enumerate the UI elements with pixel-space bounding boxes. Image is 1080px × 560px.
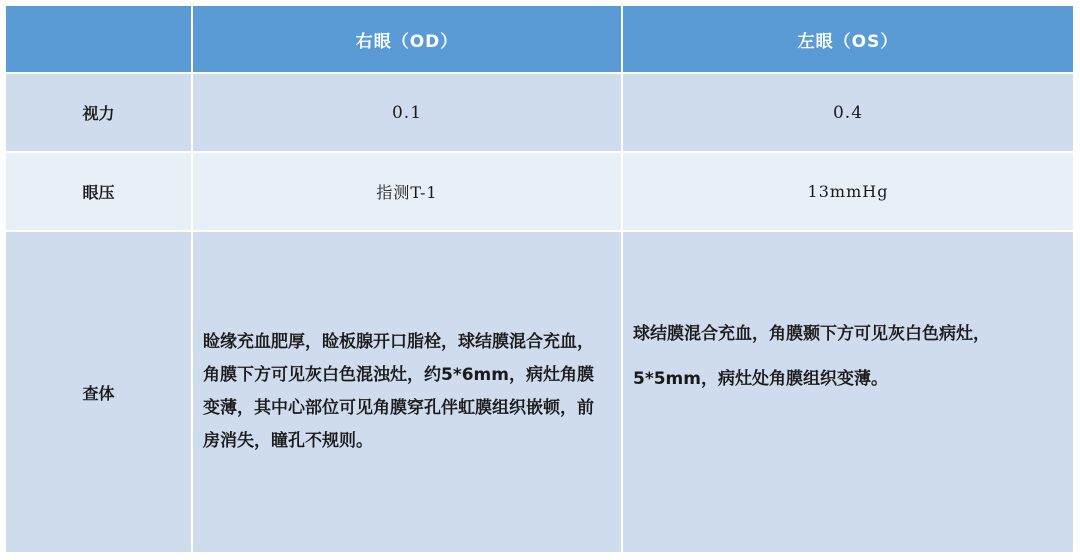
header-corner-cell (6, 6, 193, 74)
od-value-cell (193, 153, 623, 232)
od-visual-acuity-value: 0.1 (391, 102, 423, 123)
od-value-cell (193, 74, 623, 153)
os-value-cell (623, 74, 1073, 153)
row-label-cell (6, 153, 193, 232)
os-findings-cell (623, 232, 1073, 554)
row-label-iop: 眼压 (82, 183, 115, 202)
os-findings-text: 球结膜混合充血，角膜颞下方可见灰白色病灶，5*5mm，病灶处角膜组织变薄。 (633, 324, 990, 389)
header-os-cell (623, 6, 1073, 74)
header-od-cell (193, 6, 623, 74)
row-label-examination: 查体 (82, 383, 115, 403)
header-od-label: 右眼（OD） (355, 31, 459, 52)
os-visual-acuity-value: 0.4 (832, 102, 864, 123)
os-iop-value: 13mmHg (807, 182, 889, 201)
row-label-cell (6, 74, 193, 153)
row-label-visual-acuity: 视力 (82, 104, 115, 123)
row-label-cell (6, 232, 193, 554)
os-value-cell (623, 153, 1073, 232)
od-findings-cell (193, 232, 623, 554)
header-os-label: 左眼（OS） (797, 31, 899, 52)
od-findings-text: 睑缘充血肥厚，睑板腺开口脂栓，球结膜混合充血，角膜下方可见灰白色混浊灶，约5*6mm，病灶角膜变薄，其中心部位可见角膜穿孔伴虹膜组织嵌顿，前房消失，瞳孔不规则。 (203, 332, 594, 451)
od-iop-value: 指测T-1 (376, 183, 438, 202)
exam-table (6, 6, 1073, 554)
